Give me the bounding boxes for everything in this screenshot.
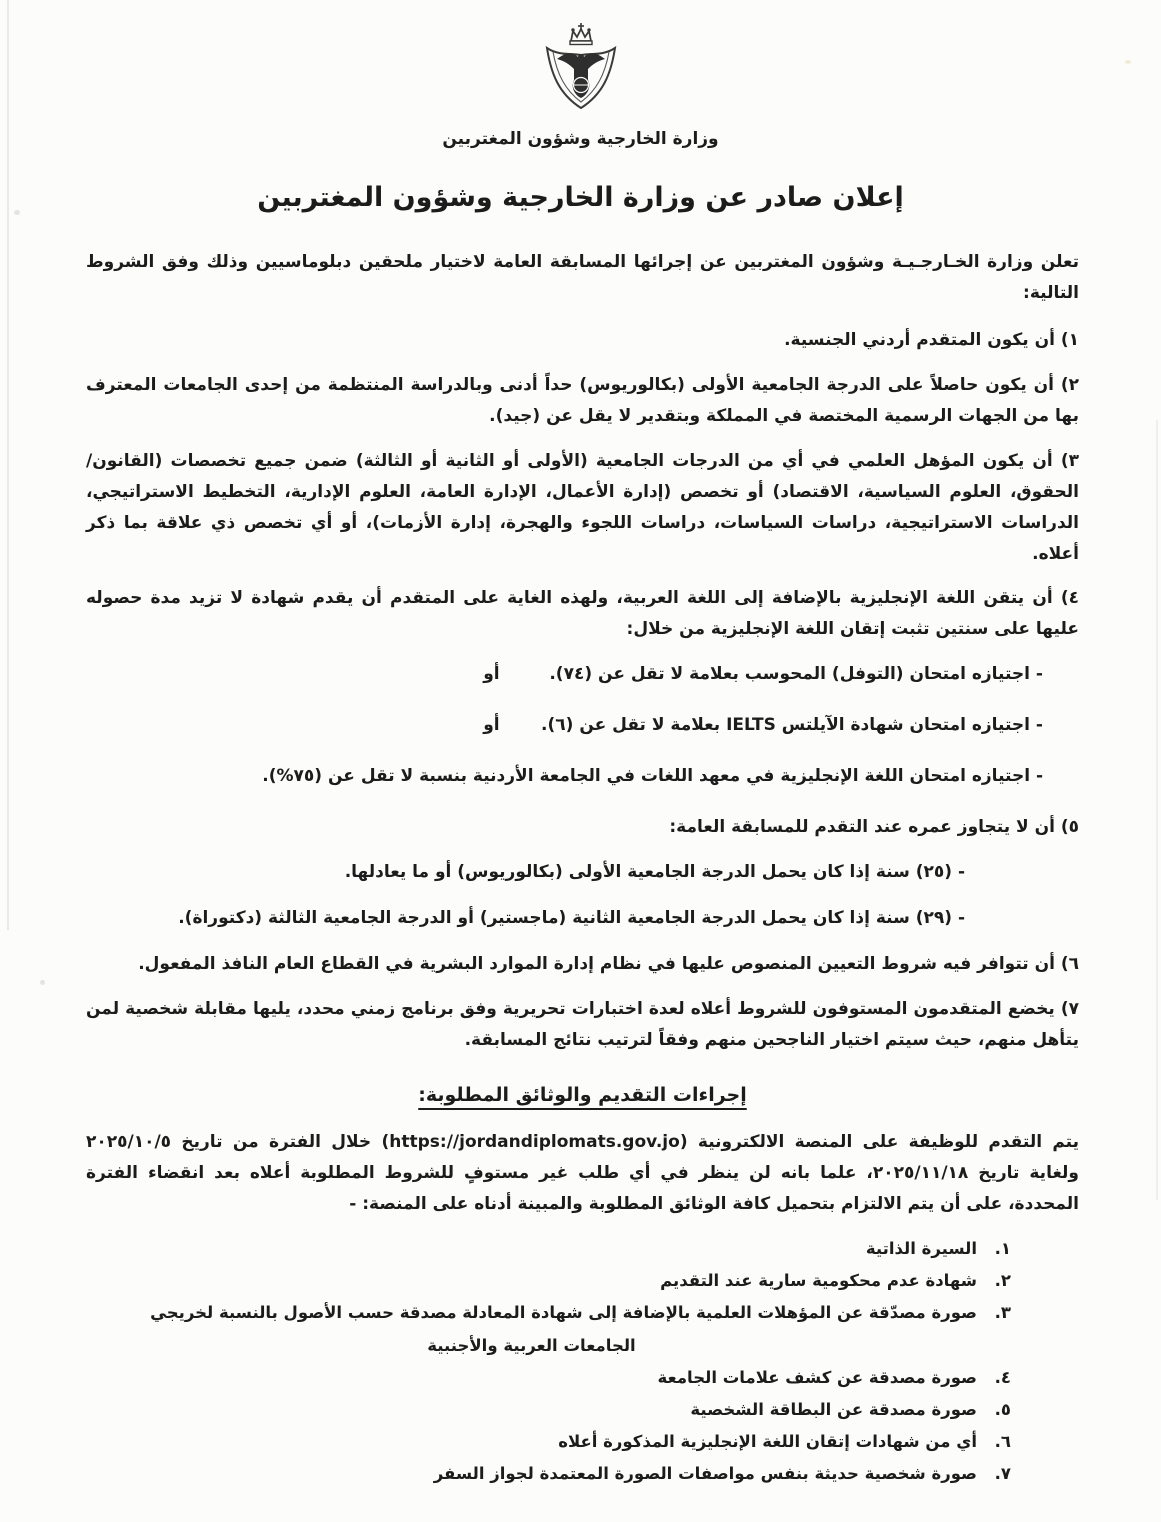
document-item-number: ٤. <box>994 1367 1011 1387</box>
procedures-section-heading: إجراءات التقديم والوثائق المطلوبة: <box>418 1083 747 1106</box>
ministry-name: وزارة الخارجية وشؤون المغتربين <box>442 129 719 149</box>
page-title: إعلان صادر عن وزارة الخارجية وشؤون المغتربين <box>257 182 904 213</box>
scan-artifact <box>1156 420 1158 1200</box>
english-option-toefl <box>86 659 1079 690</box>
document-item-number: ٢. <box>994 1271 1011 1291</box>
document-item-number: ٣. <box>994 1303 1011 1323</box>
or-label: أو <box>483 715 500 736</box>
document-item-number: ١. <box>994 1239 1011 1259</box>
english-option-ielts-text: - اجتيازه امتحان شهادة الآيلتس IELTS بعلامة لا تقل عن (٦). <box>541 715 1043 736</box>
document-item-1: ١. السيرة الذاتية <box>86 1233 1011 1265</box>
condition-7: ٧) يخضع المتقدمون المستوفون للشروط أعلاه لعدة اختبارات تحريرية وفق برنامج زمني محدد، يليها مقابلة شخصية لمن يتأهل منهم، حيث سيتم اختيار الناجحين منهم وفقاً لترتيب نتائج المسابقة. <box>86 998 1079 1050</box>
document-item-5: ٥. صورة مصدقة عن البطاقة الشخصية <box>86 1394 1011 1426</box>
scan-artifact <box>1125 60 1131 64</box>
document-item-2: ٢. شهادة عدم محكومية سارية عند التقديم <box>86 1265 1011 1297</box>
english-option-ju-institute <box>86 761 1079 792</box>
document-item-number: ٧. <box>994 1464 1011 1484</box>
condition-2: ٢) أن يكون حاصلاً على الدرجة الجامعية الأولى (بكالوريوس) حداً أدنى وبالدراسة المنتظمة من إحدى الجامعات المعترف بها من الجهات الرسمية المختصة في المملكة وبتقدير لا يقل عن (جيد). <box>86 374 1079 426</box>
or-label: أو <box>483 664 500 685</box>
english-option-ju-institute-text: - اجتيازه امتحان اللغة الإنجليزية في معهد اللغات في الجامعة الأردنية بنسبة لا تقل عن (٧٥%). <box>262 766 1043 787</box>
document-item-3: ٣. صورة مصدّقة عن المؤهلات العلمية بالإضافة إلى شهادة المعادلة مصدقة حسب الأصول بالنسبة لخريجي الجامعات العربية والأجنبية <box>86 1297 1011 1361</box>
condition-3: ٣) أن يكون المؤهل العلمي في أي من الدرجات الجامعية (الأولى أو الثانية أو الثالثة) ضمن جميع تخصصات (القانون/ الحقوق، العلوم السياسية، الاقتصاد) أو تخصص (إدارة الأعمال، الإدارة العامة، العلوم الإدارية، التخطيط الاستراتيجي، الدراسات الاستراتيجية، دراسات السياسات، دراسات اللجوء والهجرة، إدارة الأزمات)، أو أي تخصص ذي علاقة بما ذكر أعلاه. <box>86 450 1079 564</box>
document-header <box>0 0 1161 149</box>
age-limit-bachelor: - (٢٥) سنة إذا كان يحمل الدرجة الجامعية الأولى (بكالوريوس) أو ما يعادلها. <box>344 862 965 883</box>
document-item-number: ٥. <box>994 1400 1011 1419</box>
document-body <box>86 247 1079 1491</box>
condition-1: ١) أن يكون المتقدم أردني الجنسية. <box>784 329 1079 350</box>
jordan-coat-of-arms-icon <box>527 22 635 126</box>
english-option-ielts <box>86 710 1079 741</box>
application-url: (https://jordandiplomats.gov.jo) <box>381 1132 688 1153</box>
english-option-toefl-text: - اجتيازه امتحان (التوفل) المحوسب بعلامة لا تقل عن (٧٤). <box>549 664 1043 685</box>
scan-artifact <box>40 980 45 985</box>
document-item-6: ٦. أي من شهادات إتقان اللغة الإنجليزية المذكورة أعلاه <box>86 1426 1011 1458</box>
document-item-7: ٧. صورة شخصية حديثة بنفس مواصفات الصورة المعتمدة لجواز السفر <box>86 1458 1011 1490</box>
application-paragraph: يتم التقدم للوظيفة على المنصة الالكترونية (https://jordandiplomats.gov.jo) خلال الفترة من تاريخ ٢٠٢٥/١٠/٥ ولغاية تاريخ ٢٠٢٥/١١/١٨، علما بانه لن ينظر في أي طلب غير مستوفٍ للشروط المطلوبة أعلاه بعد انقضاء الفترة المحددة، على أن يتم الالتزام بتحميل كافة الوثائق المطلوبة والمبينة أدناه على المنصة: - <box>86 1132 1080 1215</box>
intro-paragraph: تعلن وزارة الخـارجـيـة وشؤون المغتربين عن إجرائها المسابقة العامة لاختيار ملحقين دبلوماسيين وذلك وفق الشروط التالية: <box>86 252 1079 303</box>
condition-5: ٥) أن لا يتجاوز عمره عند التقدم للمسابقة العامة: <box>669 817 1079 838</box>
scan-artifact <box>14 210 20 215</box>
condition-6: ٦) أن تتوافر فيه شروط التعيين المنصوص عليها في نظام إدارة الموارد البشرية في القطاع العام النافذ المفعول. <box>138 953 1079 974</box>
age-limit-masters-phd: - (٢٩) سنة إذا كان يحمل الدرجة الجامعية الثانية (ماجستير) أو الدرجة الجامعية الثالثة (دكتوراة). <box>178 908 965 928</box>
document-item-number: ٦. <box>994 1432 1011 1452</box>
required-documents-list <box>86 1233 1079 1490</box>
condition-4: ٤) أن يتقن اللغة الإنجليزية بالإضافة إلى اللغة العربية، ولهذه الغاية على المتقدم أن يقدم شهادة لا تزيد مدة حصوله عليها على سنتين تثبت إتقان اللغة الإنجليزية من خلال: <box>86 588 1079 640</box>
document-item-4: ٤. صورة مصدقة عن كشف علامات الجامعة <box>86 1362 1011 1394</box>
scan-artifact <box>7 0 9 930</box>
